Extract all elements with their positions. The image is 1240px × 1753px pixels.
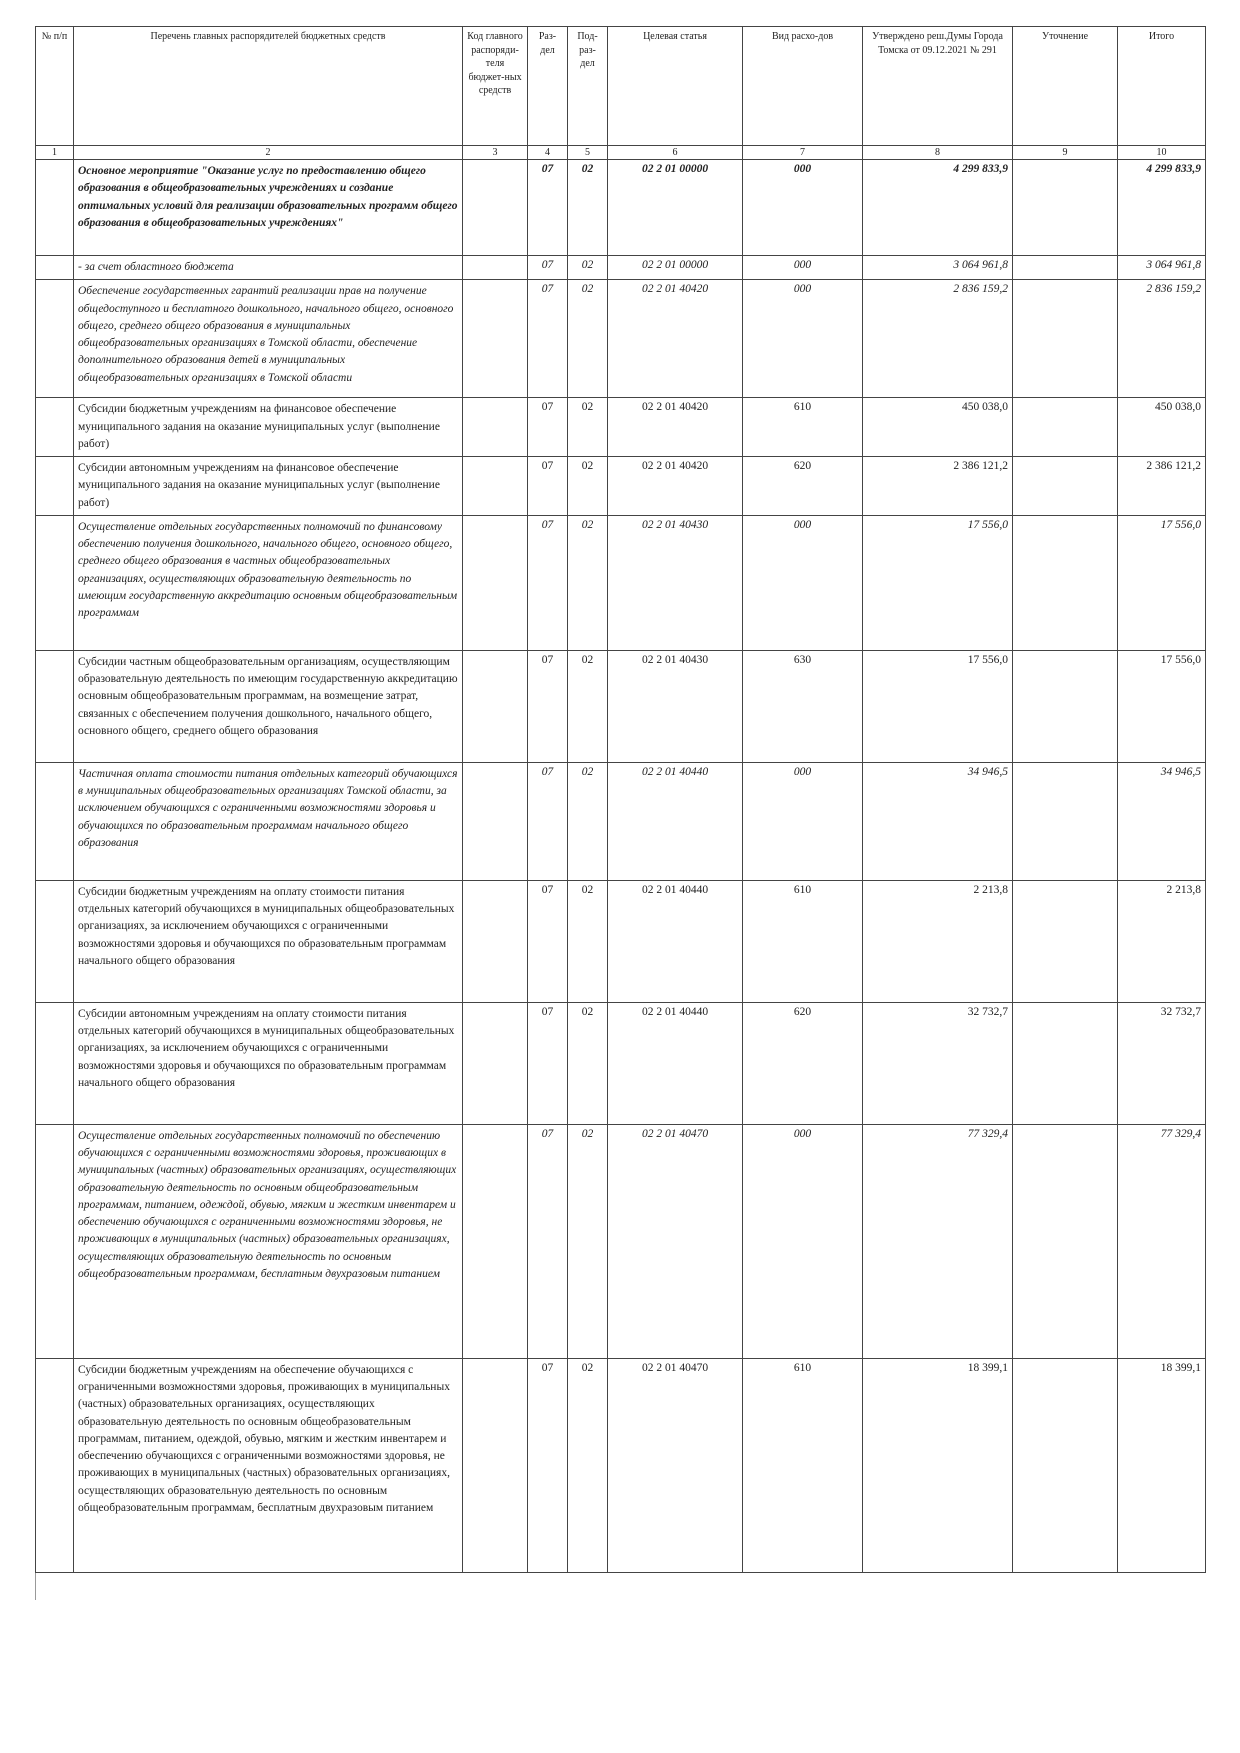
row-target: 02 2 01 40470	[608, 1358, 743, 1572]
row-total: 17 556,0	[1118, 515, 1206, 650]
row-subsection: 02	[568, 515, 608, 650]
row-correction	[1013, 256, 1118, 280]
header-expense-type: Вид расхо-дов	[743, 27, 863, 146]
column-number: 5	[568, 146, 608, 160]
row-no	[36, 457, 74, 516]
row-approved: 34 946,5	[863, 762, 1013, 880]
row-approved: 450 038,0	[863, 398, 1013, 457]
table-row	[36, 1124, 1206, 1358]
row-name: Основное мероприятие "Оказание услуг по предоставлению общего образования в общеобразовательных учреждениях и создание оптимальных условий для реализации образовательных программ общего образования в общеобразовательных учреждениях"	[74, 160, 463, 256]
row-correction	[1013, 1358, 1118, 1572]
row-total: 77 329,4	[1118, 1124, 1206, 1358]
row-no	[36, 1358, 74, 1572]
row-name: Обеспечение государственных гарантий реализации прав на получение общедоступного и бесплатного дошкольного, начального общего, основного общего, среднего общего образования в муниципальных общеобразовательных организациях в Томской области, обеспечение дополнительного образования детей в муниципальных общеобразовательных организациях в Томской области	[74, 280, 463, 398]
row-name: Субсидии бюджетным учреждениям на финансовое обеспечение муниципального задания на оказание муниципальных услуг (выполнение работ)	[74, 398, 463, 457]
row-section: 07	[528, 650, 568, 762]
row-section: 07	[528, 1124, 568, 1358]
row-expense-type: 610	[743, 398, 863, 457]
row-approved: 2 836 159,2	[863, 280, 1013, 398]
row-approved: 4 299 833,9	[863, 160, 1013, 256]
row-target: 02 2 01 40430	[608, 515, 743, 650]
row-target: 02 2 01 00000	[608, 160, 743, 256]
row-name: Осуществление отдельных государственных полномочий по обеспечению обучающихся с ограниченными возможностями здоровья, проживающих в муниципальных (частных) образовательных организациях, осуществляющих образовательную деятельность по основным общеобразовательным программам, питанием, одеждой, обувью, мягким и жестким инвентарем и обеспечению обучающихся с ограниченными возможностями здоровья, не проживающих в муниципальных (частных) образовательных организациях, осуществляющих образовательную деятельность по основным общеобразовательным программам, бесплатным двухразовым питанием	[74, 1124, 463, 1358]
header-approved: Утверждено реш.Думы Города Томска от 09.12.2021 № 291	[863, 27, 1013, 146]
row-no	[36, 398, 74, 457]
row-section: 07	[528, 1002, 568, 1124]
header-subsection: Под-раз-дел	[568, 27, 608, 146]
row-correction	[1013, 650, 1118, 762]
row-subsection: 02	[568, 280, 608, 398]
row-no	[36, 160, 74, 256]
row-name: Субсидии бюджетным учреждениям на оплату стоимости питания отдельных категорий обучающихся в муниципальных общеобразовательных организациях, за исключением обучающихся с ограниченными возможностями здоровья и обучающихся по образовательным программам начального общего образования	[74, 880, 463, 1002]
row-correction	[1013, 1002, 1118, 1124]
row-expense-type: 610	[743, 1358, 863, 1572]
row-expense-type: 000	[743, 762, 863, 880]
row-code	[463, 1124, 528, 1358]
row-code	[463, 457, 528, 516]
row-target: 02 2 01 40420	[608, 398, 743, 457]
column-number: 2	[74, 146, 463, 160]
row-expense-type: 000	[743, 256, 863, 280]
row-code	[463, 256, 528, 280]
table-row	[36, 398, 1206, 457]
row-section: 07	[528, 457, 568, 516]
row-section: 07	[528, 256, 568, 280]
row-section: 07	[528, 515, 568, 650]
header-code: Код главного распоряди-теля бюджет-ных средств	[463, 27, 528, 146]
table-row	[36, 762, 1206, 880]
row-target: 02 2 01 40440	[608, 880, 743, 1002]
row-approved: 32 732,7	[863, 1002, 1013, 1124]
row-section: 07	[528, 762, 568, 880]
row-target: 02 2 01 40420	[608, 280, 743, 398]
row-target: 02 2 01 40440	[608, 1002, 743, 1124]
row-approved: 77 329,4	[863, 1124, 1013, 1358]
row-subsection: 02	[568, 762, 608, 880]
row-subsection: 02	[568, 650, 608, 762]
row-correction	[1013, 160, 1118, 256]
row-section: 07	[528, 280, 568, 398]
row-subsection: 02	[568, 1124, 608, 1358]
row-code	[463, 280, 528, 398]
row-subsection: 02	[568, 256, 608, 280]
row-subsection: 02	[568, 1002, 608, 1124]
row-target: 02 2 01 40420	[608, 457, 743, 516]
row-code	[463, 398, 528, 457]
row-correction	[1013, 280, 1118, 398]
column-number: 1	[36, 146, 74, 160]
table-row	[36, 880, 1206, 1002]
column-number-row	[36, 146, 1206, 160]
row-code	[463, 762, 528, 880]
header-total: Итого	[1118, 27, 1206, 146]
row-expense-type: 000	[743, 1124, 863, 1358]
row-expense-type: 000	[743, 280, 863, 398]
row-total: 18 399,1	[1118, 1358, 1206, 1572]
row-expense-type: 620	[743, 1002, 863, 1124]
row-approved: 2 213,8	[863, 880, 1013, 1002]
row-no	[36, 650, 74, 762]
row-expense-type: 620	[743, 457, 863, 516]
row-no	[36, 880, 74, 1002]
row-expense-type: 630	[743, 650, 863, 762]
row-total: 3 064 961,8	[1118, 256, 1206, 280]
row-code	[463, 880, 528, 1002]
row-name: Осуществление отдельных государственных полномочий по финансовому обеспечению получения дошкольного, начального общего, основного общего, среднего общего образования в частных общеобразовательных организациях, осуществляющих образовательную деятельность по имеющим государственную аккредитацию основным общеобразовательным программам	[74, 515, 463, 650]
row-total: 2 836 159,2	[1118, 280, 1206, 398]
row-total: 34 946,5	[1118, 762, 1206, 880]
row-target: 02 2 01 40470	[608, 1124, 743, 1358]
table-row	[36, 457, 1206, 516]
column-number: 7	[743, 146, 863, 160]
row-no	[36, 515, 74, 650]
row-correction	[1013, 762, 1118, 880]
row-subsection: 02	[568, 398, 608, 457]
row-code	[463, 1002, 528, 1124]
row-code	[463, 515, 528, 650]
row-subsection: 02	[568, 457, 608, 516]
row-no	[36, 280, 74, 398]
row-total: 450 038,0	[1118, 398, 1206, 457]
table-row	[36, 1358, 1206, 1572]
row-section: 07	[528, 1358, 568, 1572]
row-target: 02 2 01 00000	[608, 256, 743, 280]
row-no	[36, 1124, 74, 1358]
row-no	[36, 762, 74, 880]
row-total: 2 213,8	[1118, 880, 1206, 1002]
row-subsection: 02	[568, 160, 608, 256]
column-number: 9	[1013, 146, 1118, 160]
budget-table	[35, 26, 1206, 1573]
row-target: 02 2 01 40440	[608, 762, 743, 880]
row-expense-type: 610	[743, 880, 863, 1002]
row-target: 02 2 01 40430	[608, 650, 743, 762]
row-approved: 3 064 961,8	[863, 256, 1013, 280]
row-subsection: 02	[568, 880, 608, 1002]
row-total: 4 299 833,9	[1118, 160, 1206, 256]
row-section: 07	[528, 160, 568, 256]
row-correction	[1013, 398, 1118, 457]
table-header-row	[36, 27, 1206, 146]
row-code	[463, 1358, 528, 1572]
row-correction	[1013, 880, 1118, 1002]
table-row	[36, 280, 1206, 398]
table-row	[36, 515, 1206, 650]
column-number: 6	[608, 146, 743, 160]
row-name: Субсидии автономным учреждениям на оплату стоимости питания отдельных категорий обучающихся в муниципальных общеобразовательных организациях, за исключением обучающихся с ограниченными возможностями здоровья и обучающихся по образовательным программам начального общего образования	[74, 1002, 463, 1124]
header-name: Перечень главных распорядителей бюджетных средств	[74, 27, 463, 146]
column-number: 3	[463, 146, 528, 160]
row-expense-type: 000	[743, 160, 863, 256]
table-row	[36, 160, 1206, 256]
row-no	[36, 1002, 74, 1124]
row-correction	[1013, 515, 1118, 650]
column-number: 4	[528, 146, 568, 160]
row-approved: 2 386 121,2	[863, 457, 1013, 516]
row-no	[36, 256, 74, 280]
column-number: 8	[863, 146, 1013, 160]
row-name: Субсидии бюджетным учреждениям на обеспечение обучающихся с ограниченными возможностями здоровья, проживающих в муниципальных (частных) образовательных организациях, осуществляющих образовательную деятельность по основным общеобразовательным программам, питанием, одеждой, обувью, мягким и жестким инвентарем и обеспечению обучающихся с ограниченными возможностями здоровья, не проживающих в муниципальных (частных) образовательных организациях, осуществляющих образовательную деятельность по основным общеобразовательным программам, бесплатным двухразовым питанием	[74, 1358, 463, 1572]
row-approved: 17 556,0	[863, 650, 1013, 762]
header-no: № п/п	[36, 27, 74, 146]
header-correction: Уточнение	[1013, 27, 1118, 146]
row-code	[463, 160, 528, 256]
table-row	[36, 650, 1206, 762]
row-correction	[1013, 457, 1118, 516]
row-subsection: 02	[568, 1358, 608, 1572]
header-section: Раз-дел	[528, 27, 568, 146]
header-target: Целевая статья	[608, 27, 743, 146]
row-code	[463, 650, 528, 762]
row-approved: 18 399,1	[863, 1358, 1013, 1572]
table-row	[36, 256, 1206, 280]
row-name: Субсидии автономным учреждениям на финансовое обеспечение муниципального задания на оказание муниципальных услуг (выполнение работ)	[74, 457, 463, 516]
row-total: 17 556,0	[1118, 650, 1206, 762]
row-correction	[1013, 1124, 1118, 1358]
row-section: 07	[528, 398, 568, 457]
column-number: 10	[1118, 146, 1206, 160]
table-row	[36, 1002, 1206, 1124]
row-total: 32 732,7	[1118, 1002, 1206, 1124]
row-section: 07	[528, 880, 568, 1002]
row-approved: 17 556,0	[863, 515, 1013, 650]
row-expense-type: 000	[743, 515, 863, 650]
row-name: - за счет областного бюджета	[74, 256, 463, 280]
row-name: Частичная оплата стоимости питания отдельных категорий обучающихся в муниципальных общеобразовательных организациях Томской области, за исключением обучающихся с ограниченными возможностями здоровья и обучающихся по образовательным программам начального общего образования	[74, 762, 463, 880]
row-name: Субсидии частным общеобразовательным организациям, осуществляющим образовательную деятельность по имеющим государственную аккредитацию основным общеобразовательным программам, на возмещение затрат, связанных с обеспечением получения дошкольного, начального общего, основного общего, среднего общего образования	[74, 650, 463, 762]
row-total: 2 386 121,2	[1118, 457, 1206, 516]
